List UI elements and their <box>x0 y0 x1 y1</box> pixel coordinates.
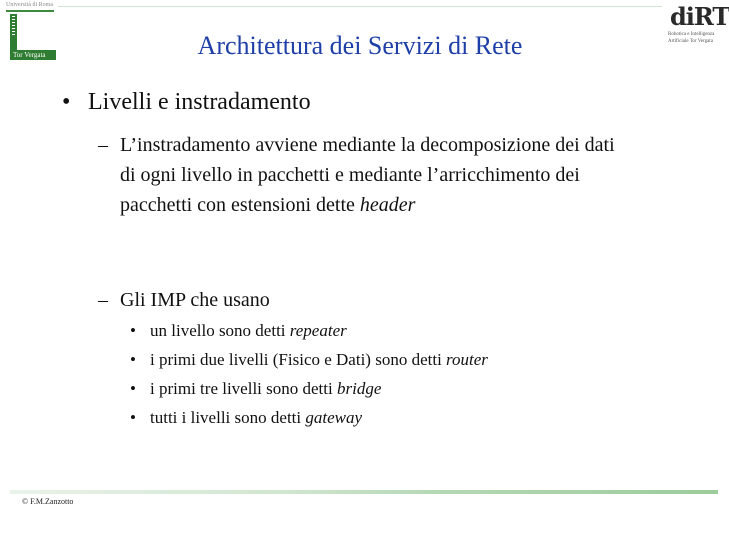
logo-band-label: Tor Vergata <box>13 51 46 59</box>
list-item-text: un livello sono detti <box>150 321 290 340</box>
dirt-logo-caption-2: Artificiale Tor Vergata <box>668 39 713 44</box>
sub-bullet-imp-text: Gli IMP che usano <box>120 289 270 311</box>
sub-bullet-routing-term: header <box>359 194 416 216</box>
list-item-term: repeater <box>289 321 347 340</box>
main-bullet <box>62 89 311 116</box>
dash-marker: – <box>98 289 108 311</box>
footer-rule <box>10 490 718 494</box>
list-item-term: gateway <box>305 408 363 427</box>
top-rule <box>58 6 662 7</box>
bullet-marker: • <box>62 89 71 115</box>
university-label: Università di Roma <box>6 2 53 8</box>
logo-bar <box>6 10 54 12</box>
list-item-text: tutti i livelli sono detti <box>150 408 306 427</box>
bullet-marker: • <box>130 379 136 398</box>
main-bullet-text: Livelli e instradamento <box>88 89 311 115</box>
sub-bullet-routing-body: L’instradamento avviene mediante la decomposizione dei dati di ogni livello in pacchetti e mediante l’arricchimento dei pacchetti con estensioni dette <box>120 134 615 216</box>
list-item-term: bridge <box>336 379 382 398</box>
list-item-text: i primi due livelli (Fisico e Dati) sono detti <box>150 350 447 369</box>
list-item-term: router <box>446 350 488 369</box>
slide-title: Architettura dei Servizi di Rete <box>197 31 523 60</box>
list-item-text: i primi tre livelli sono detti <box>150 379 337 398</box>
dirt-logo-caption-1: Robotica e Intelligenza <box>668 32 715 37</box>
dirt-logo-mark: diRT <box>670 2 729 31</box>
bullet-marker: • <box>130 408 136 427</box>
dash-marker: – <box>98 134 108 156</box>
copyright: © F.M.Zanzotto <box>22 497 74 506</box>
bullet-marker: • <box>130 350 136 369</box>
sub-bullet-routing-text <box>120 130 620 220</box>
bullet-marker: • <box>130 321 136 340</box>
